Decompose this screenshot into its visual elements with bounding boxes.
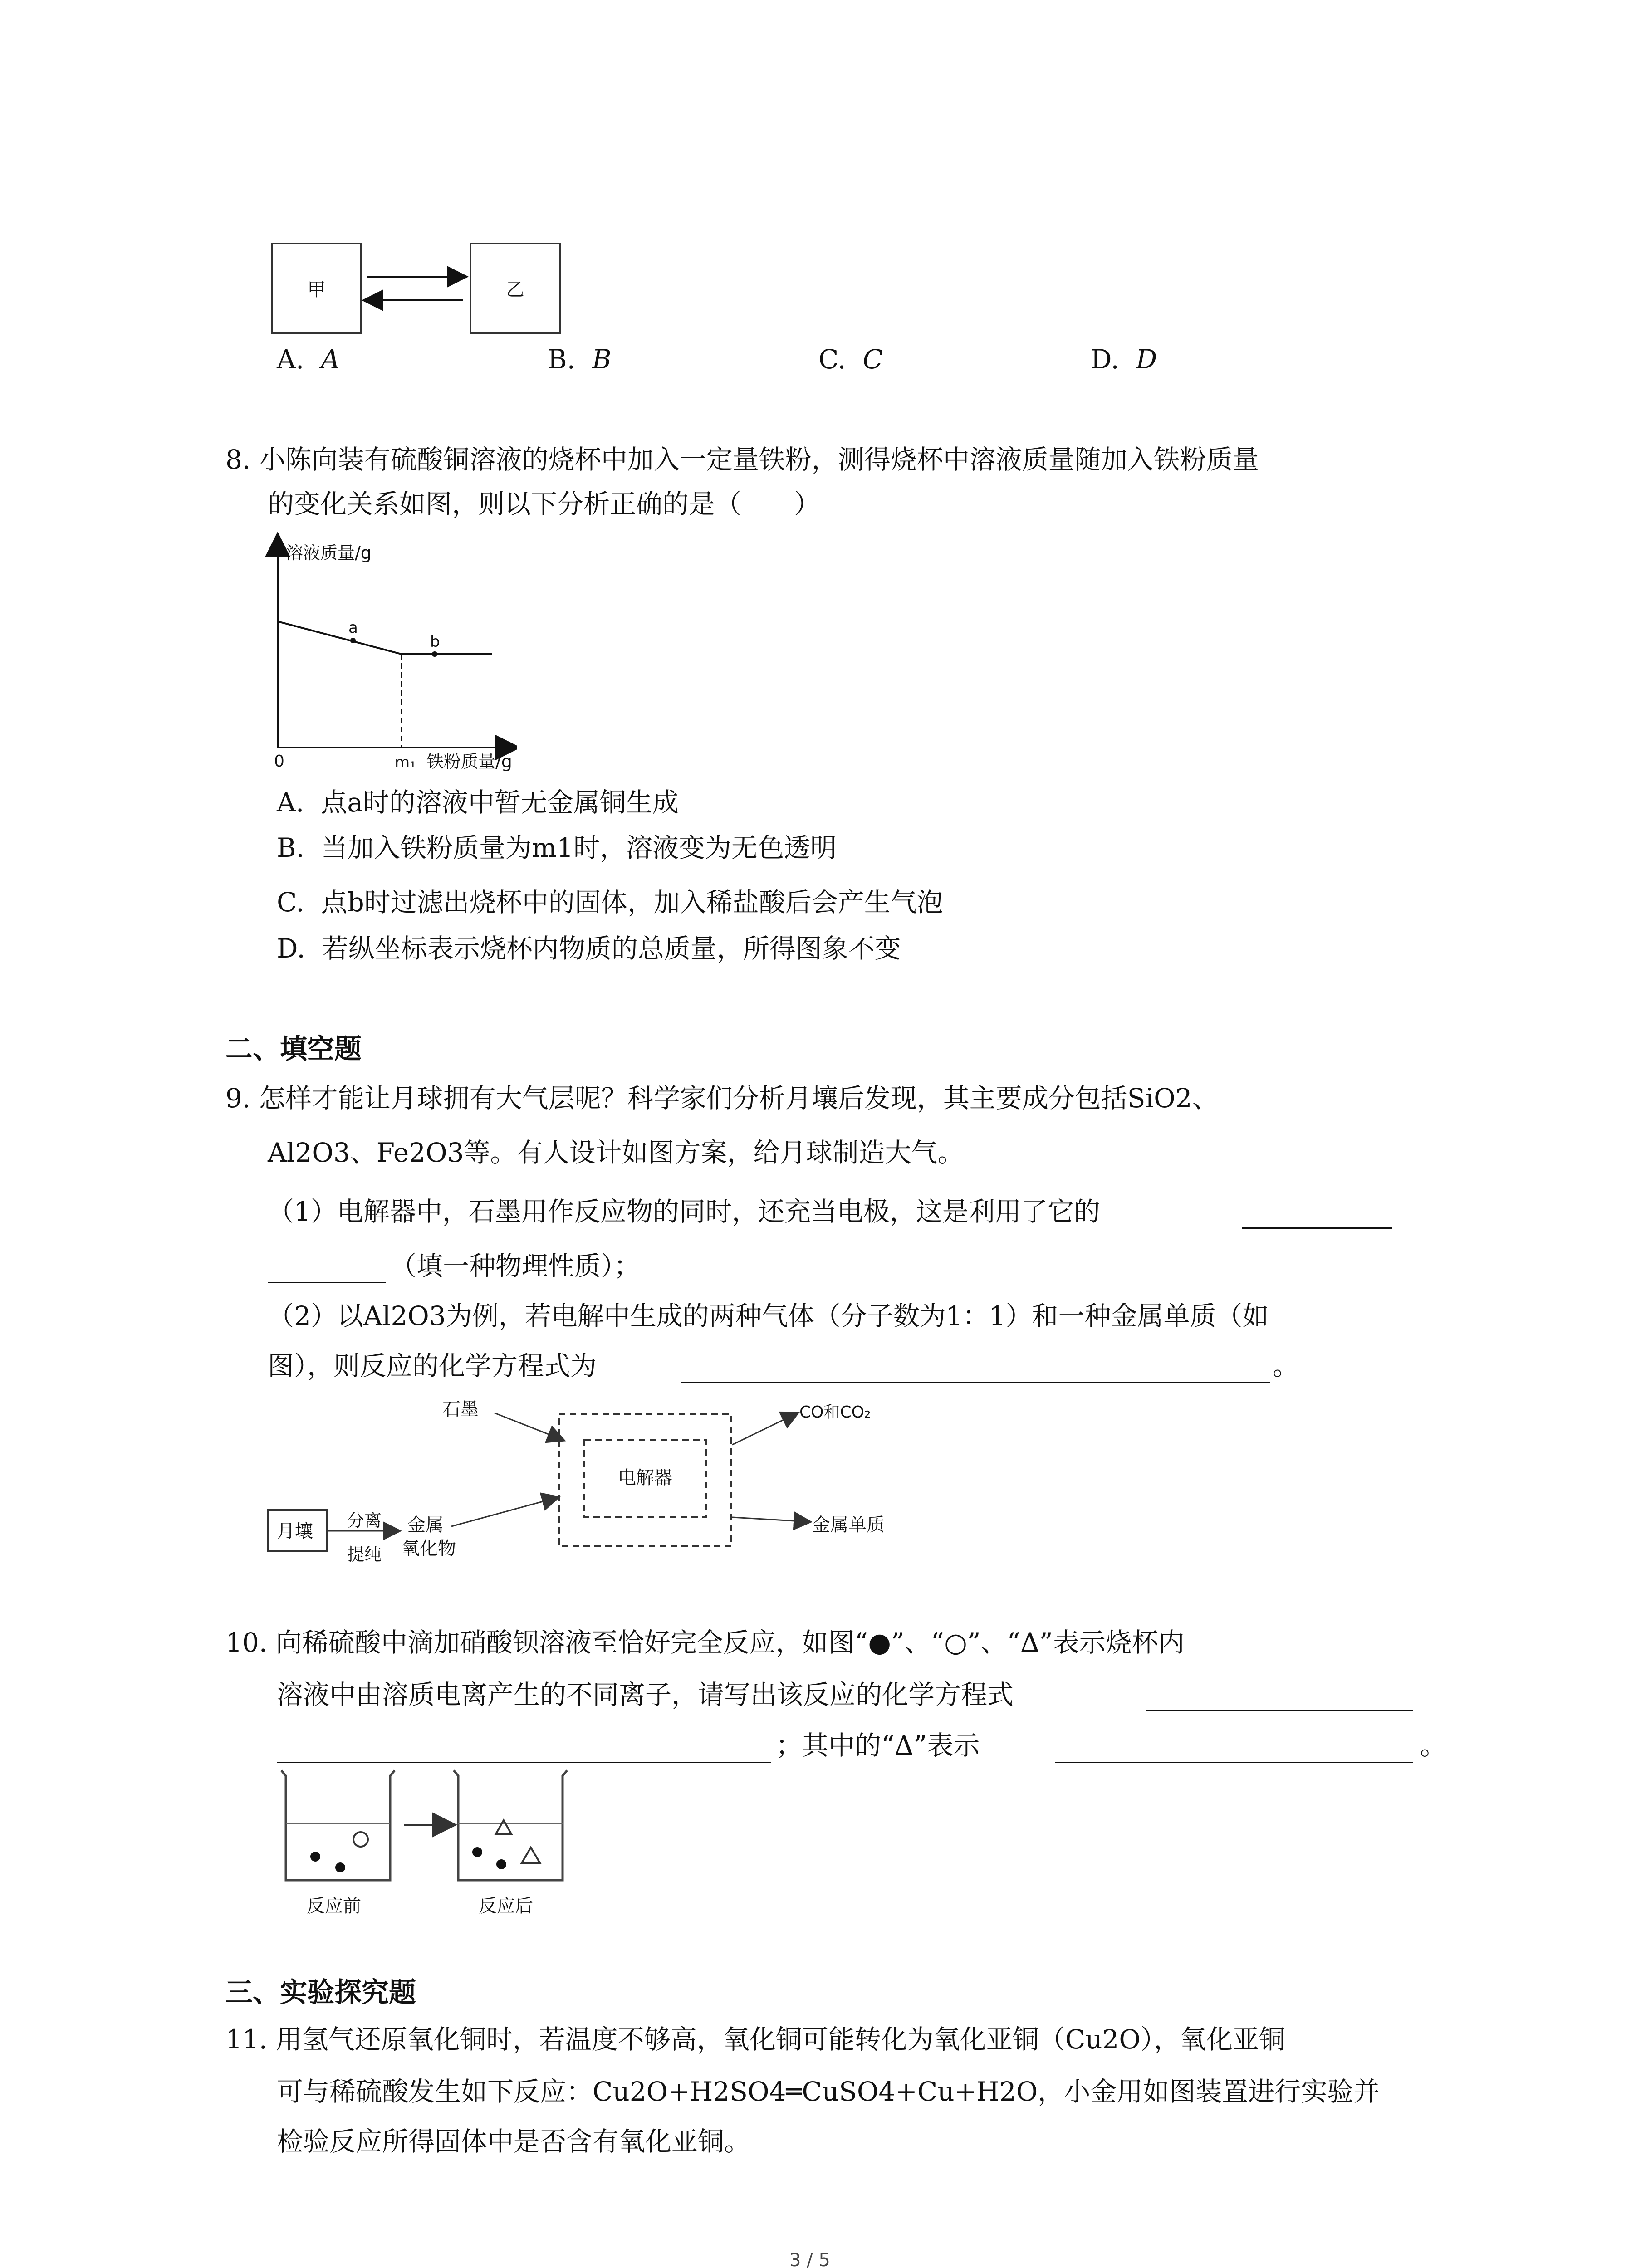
point-b	[432, 651, 437, 657]
origin-label: 0	[274, 752, 284, 771]
q9-part2-end: 。	[1273, 1350, 1299, 1381]
q9-flow-diagram	[263, 1395, 971, 1576]
q9-line2: Al2O3、Fe2O3等。有人设计如图方案，给月球制造大气。	[268, 1137, 964, 1168]
q9-blank-1a[interactable]	[1242, 1198, 1392, 1229]
metal-oxide-label-1: 金属	[407, 1515, 444, 1535]
ion-filled-icon	[310, 1852, 320, 1862]
q7-option-d[interactable]: D. D	[1091, 344, 1157, 375]
moon-soil-label: 月壤	[277, 1521, 313, 1542]
q9-blank-2[interactable]	[681, 1352, 1270, 1383]
point-a-label: a	[348, 619, 358, 637]
q7-option-a[interactable]: A. A	[277, 344, 340, 375]
separate-label: 分离	[347, 1510, 382, 1530]
purify-label: 提纯	[347, 1545, 382, 1564]
ion-triangle-icon	[496, 1820, 511, 1834]
q10-line3: ；其中的“Δ”表示	[776, 1730, 980, 1761]
q9-line1: 9. 怎样才能让月球拥有大气层呢？科学家们分析月壤后发现，其主要成分包括SiO2、	[225, 1083, 1219, 1114]
box-yi	[470, 243, 561, 334]
q10-line3-end: 。	[1420, 1730, 1447, 1761]
q7-option-c[interactable]: C. C	[818, 344, 883, 375]
point-b-label: b	[430, 633, 440, 651]
q10-line2: 溶液中由溶质电离产生的不同离子，请写出该反应的化学方程式	[277, 1679, 1014, 1710]
page-number: 3 / 5	[789, 2250, 830, 2268]
q10-line1: 10. 向稀硫酸中滴加硝酸钡溶液至恰好完全反应，如图“●”、“○”、“Δ”表示烧杯内	[225, 1627, 1185, 1658]
q10-blank-triangle[interactable]	[1055, 1732, 1413, 1763]
x-axis-label: 铁粉质量/g	[426, 752, 512, 772]
q10-beakers	[272, 1767, 599, 1930]
ion-filled-icon	[496, 1859, 506, 1869]
box-jia	[271, 243, 362, 334]
beaker-after	[454, 1770, 567, 1880]
electrolyzer-label: 电解器	[618, 1467, 672, 1488]
box-jia-label: 甲	[307, 279, 326, 300]
q9-part1-line1: （1）电解器中，石墨用作反应物的同时，还充当电极，这是利用了它的	[268, 1196, 1100, 1227]
q8-option-d[interactable]: D. 若纵坐标表示烧杯内物质的总质量，所得图象不变	[277, 933, 901, 964]
gas-output-label: CO和CO₂	[799, 1403, 871, 1422]
point-a	[350, 638, 356, 643]
q7-option-b[interactable]: B. B	[548, 344, 612, 375]
q8-stem-line2: 的变化关系如图，则以下分析正确的是（ ）	[268, 489, 821, 519]
q8-option-a[interactable]: A. 点a时的溶液中暂无金属铜生成	[277, 787, 679, 818]
q8-option-c[interactable]: C. 点b时过滤出烧杯中的固体，加入稀盐酸后会产生气泡	[277, 887, 943, 918]
m1-tick-label: m₁	[395, 753, 416, 772]
metal-output-label: 金属单质	[812, 1515, 885, 1535]
ion-filled-icon	[472, 1847, 482, 1857]
q9-part2-line1: （2）以Al2O3为例，若电解中生成的两种气体（分子数为1：1）和一种金属单质（如	[268, 1300, 1269, 1331]
q11-line3: 检验反应所得固体中是否含有氧化亚铜。	[277, 2126, 751, 2157]
q11-line2: 可与稀硫酸发生如下反应：Cu2O+H2SO4═CuSO4+Cu+H2O，小金用如图装置进行实验并	[277, 2076, 1380, 2107]
y-axis-label: 溶液质量/g	[286, 543, 372, 563]
q11-line1: 11. 用氢气还原氧化铜时，若温度不够高，氧化铜可能转化为氧化亚铜（Cu2O），氧化亚铜	[225, 2024, 1285, 2055]
graphite-label: 石墨	[442, 1399, 479, 1420]
q9-blank-1b[interactable]	[268, 1252, 386, 1283]
ion-open-icon	[353, 1832, 368, 1847]
q8-stem-line1: 8. 小陈向装有硫酸铜溶液的烧杯中加入一定量铁粉，测得烧杯中溶液质量随加入铁粉质量	[225, 444, 1259, 475]
q8-chart	[263, 531, 517, 776]
section-3-heading: 三、实验探究题	[225, 1977, 416, 2009]
before-label: 反应前	[307, 1896, 361, 1916]
q10-blank-equation-2[interactable]	[277, 1732, 771, 1763]
q10-blank-equation-1[interactable]	[1146, 1680, 1413, 1711]
q7-arrows	[358, 254, 472, 318]
ion-filled-icon	[335, 1862, 345, 1872]
q8-option-b[interactable]: B. 当加入铁粉质量为m1时，溶液变为无色透明	[277, 832, 837, 863]
q9-part1-line2: （填一种物理性质）；	[390, 1251, 641, 1281]
metal-oxide-label-2: 氧化物	[402, 1538, 456, 1559]
ion-triangle-icon	[522, 1848, 540, 1863]
box-yi-label: 乙	[506, 279, 524, 300]
q9-part2-line2: 图），则反应的化学方程式为	[268, 1350, 597, 1381]
section-2-heading: 二、填空题	[225, 1033, 362, 1065]
after-label: 反应后	[479, 1896, 533, 1916]
solution-mass-line	[278, 621, 492, 654]
